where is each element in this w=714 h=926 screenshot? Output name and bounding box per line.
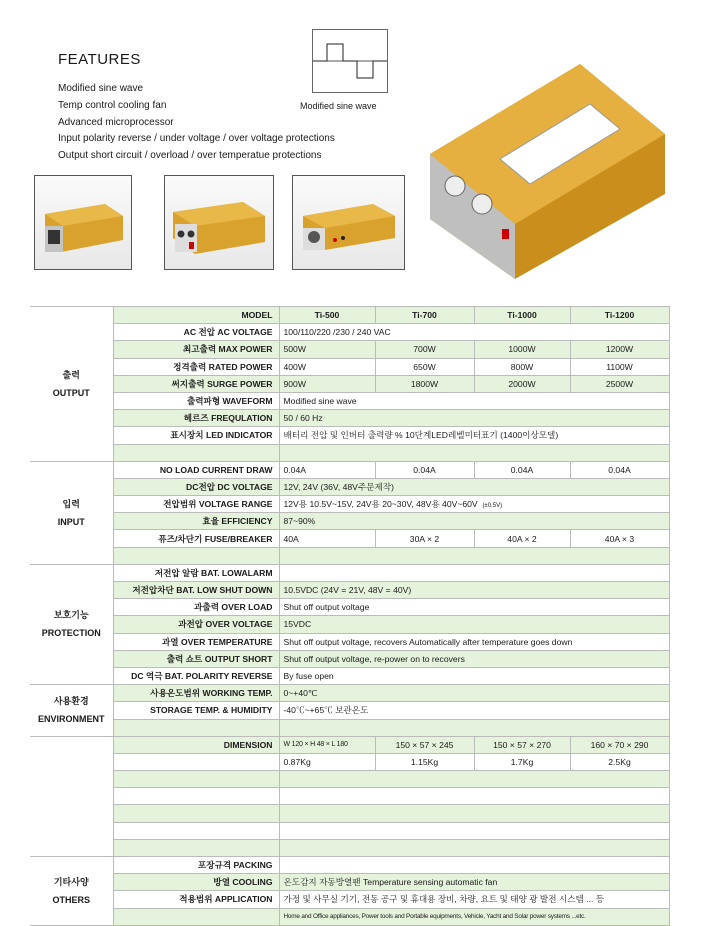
feature-item: Advanced microprocessor [58, 116, 174, 128]
model-row [30, 307, 669, 324]
spec-label: DIMENSION [113, 736, 279, 753]
section-title: 출력 [62, 369, 80, 380]
waveform-caption: Modified sine wave [300, 101, 377, 111]
spec-value: 150 × 57 × 270 [474, 736, 570, 753]
spec-value: 0.04A [570, 461, 669, 478]
feature-item: Input polarity reverse / under voltage / over voltage protections [58, 133, 335, 145]
section-title-en: OTHERS [52, 894, 90, 905]
protection-section [30, 564, 113, 684]
section-title-en: INPUT [57, 516, 85, 527]
spec-label: 과출력 OVER LOAD [113, 599, 279, 616]
spec-value: 10.5VDC (24V = 21V, 48V = 40V) [279, 582, 669, 599]
product-thumbnail [292, 175, 405, 270]
spec-label: 효율 EFFICIENCY [113, 513, 279, 530]
spec-label: 퓨즈/차단기 FUSE/BREAKER [113, 530, 279, 547]
spec-label: 포장규격 PACKING [113, 857, 279, 874]
spec-value: Shut off output voltage [279, 599, 669, 616]
product-photo [420, 44, 675, 284]
spec-value: 1000W [474, 341, 570, 358]
output-section [30, 307, 113, 462]
model-name: Ti-1200 [570, 307, 669, 324]
input-section [30, 461, 113, 564]
spec-label: 과전압 OVER VOLTAGE [113, 616, 279, 633]
spec-label: AC 전압 AC VOLTAGE [113, 324, 279, 341]
model-name: Ti-500 [279, 307, 375, 324]
spec-value: 30A × 2 [375, 530, 474, 547]
spec-value-text: 12V용 10.5V~15V, 24V용 20~30V, 48V용 40V~60V [283, 499, 478, 510]
spec-value: 40A [279, 530, 375, 547]
spec-value: 1.15Kg [375, 753, 474, 770]
spec-label: 출력파형 WAVEFORM [113, 392, 279, 409]
spec-value: 0.04A [375, 461, 474, 478]
waveform-diagram [312, 29, 388, 93]
section-title: 보호기능 [53, 610, 89, 621]
spec-value: 160 × 70 × 290 [570, 736, 669, 753]
spec-value: 100/110/220 /230 / 240 VAC [279, 324, 669, 341]
model-name: Ti-700 [375, 307, 474, 324]
spec-label: 저전압 알람 BAT. LOWALARM [113, 564, 279, 581]
feature-item: Output short circuit / overload / over temperatue protections [58, 150, 322, 162]
spec-value: 0.04A [474, 461, 570, 478]
spec-label: 전압범위 VOLTAGE RANGE [113, 496, 279, 513]
spec-value: 800W [474, 358, 570, 375]
spec-value: 900W [279, 375, 375, 392]
environment-section [30, 685, 113, 737]
spec-value: 650W [375, 358, 474, 375]
spec-value: 1800W [375, 375, 474, 392]
spec-value: 12V, 24V (36V, 48V주문제작) [279, 478, 669, 495]
section-title: 기타사양 [53, 876, 89, 887]
spec-label: 정격출력 RATED POWER [113, 358, 279, 375]
spec-value: 가정 및 사무실 기기, 전동 공구 및 휴대용 장비, 차량, 요트 및 태양 광 발전 시스템 ... 등 [279, 891, 669, 908]
spec-label: 방열 COOLING [113, 874, 279, 891]
spec-value [279, 496, 669, 513]
features-title: FEATURES [58, 51, 141, 68]
spec-value: 2.5Kg [570, 753, 669, 770]
section-title-en: ENVIRONMENT [37, 714, 105, 725]
spec-value [279, 564, 669, 581]
spec-label: 써지출력 SURGE POWER [113, 375, 279, 392]
dimension-section [30, 736, 113, 856]
section-title: 사용환경 [53, 696, 89, 707]
spec-label: STORAGE TEMP. & HUMIDITY [113, 702, 279, 719]
spec-value: 온도감지 자동방열팬 Temperature sensing automatic fan [279, 874, 669, 891]
spec-value: By fuse open [279, 667, 669, 684]
section-title-en: OUTPUT [52, 387, 90, 398]
spec-label: DC전압 DC VOLTAGE [113, 478, 279, 495]
feature-item: Modified sine wave [58, 83, 144, 94]
spec-value: 50 / 60 Hz [279, 410, 669, 427]
spec-value: W 120 × H 48 × L 180 [279, 736, 375, 753]
product-thumbnail [34, 175, 132, 270]
spec-label: NO LOAD CURRENT DRAW [113, 461, 279, 478]
product-thumbnail [164, 175, 274, 270]
spec-value: 700W [375, 341, 474, 358]
model-name: Ti-1000 [474, 307, 570, 324]
spec-value: 1200W [570, 341, 669, 358]
spec-value: 0.04A [279, 461, 375, 478]
spec-value-note: (±0.5V) [482, 503, 503, 510]
spec-label: 표시장치 LED INDICATOR [113, 427, 279, 444]
spec-value: 15VDC [279, 616, 669, 633]
spec-value: Home and Office appliances, Power tools and Portable equipments, Vehicle, Yacht and Solar power systems ...etc. [279, 908, 669, 925]
spec-label: 저전압차단 BAT. LOW SHUT DOWN [113, 582, 279, 599]
spec-value [279, 857, 669, 874]
spec-label: 헤르즈 FREQULATION [113, 410, 279, 427]
spec-value: 배터리 전압 및 인버터 출력량 % 10단계LED레벨미터표기 (1400이상모델) [279, 427, 669, 444]
spec-value: 40A × 2 [474, 530, 570, 547]
spec-value: 1.7Kg [474, 753, 570, 770]
spec-value: 0~+40℃ [279, 685, 669, 702]
spec-table [30, 306, 670, 926]
spec-value: 40A × 3 [570, 530, 669, 547]
spec-value: 500W [279, 341, 375, 358]
spec-value: -40℃~+65℃ 보관온도 [279, 702, 669, 719]
others-section [30, 857, 113, 926]
section-title-en: PROTECTION [41, 628, 101, 639]
features-list [58, 81, 335, 165]
model-label: MODEL [113, 307, 279, 324]
spec-label: 적용범위 APPLICATION [113, 891, 279, 908]
spec-value: 87~90% [279, 513, 669, 530]
spec-label: 과열 OVER TEMPERATURE [113, 633, 279, 650]
spec-label: 출력 쇼트 OUTPUT SHORT [113, 650, 279, 667]
spec-value: Shut off output voltage, recovers Automatically after temperature goes down [279, 633, 669, 650]
spec-value: 2500W [570, 375, 669, 392]
spec-value: 1100W [570, 358, 669, 375]
spec-value: Shut off output voltage, re-power on to recovers [279, 650, 669, 667]
spec-label: DC 역극 BAT. POLARITY REVERSE [113, 667, 279, 684]
spec-value: 0.87Kg [279, 753, 375, 770]
spec-value: Modified sine wave [279, 392, 669, 409]
spec-value: 2000W [474, 375, 570, 392]
spec-value: 400W [279, 358, 375, 375]
section-title: 입력 [62, 498, 80, 509]
feature-item: Temp control cooling fan [58, 99, 167, 111]
spec-label: 사용온도범위 WORKING TEMP. [113, 685, 279, 702]
spec-value: 150 × 57 × 245 [375, 736, 474, 753]
spec-label: 최고출력 MAX POWER [113, 341, 279, 358]
